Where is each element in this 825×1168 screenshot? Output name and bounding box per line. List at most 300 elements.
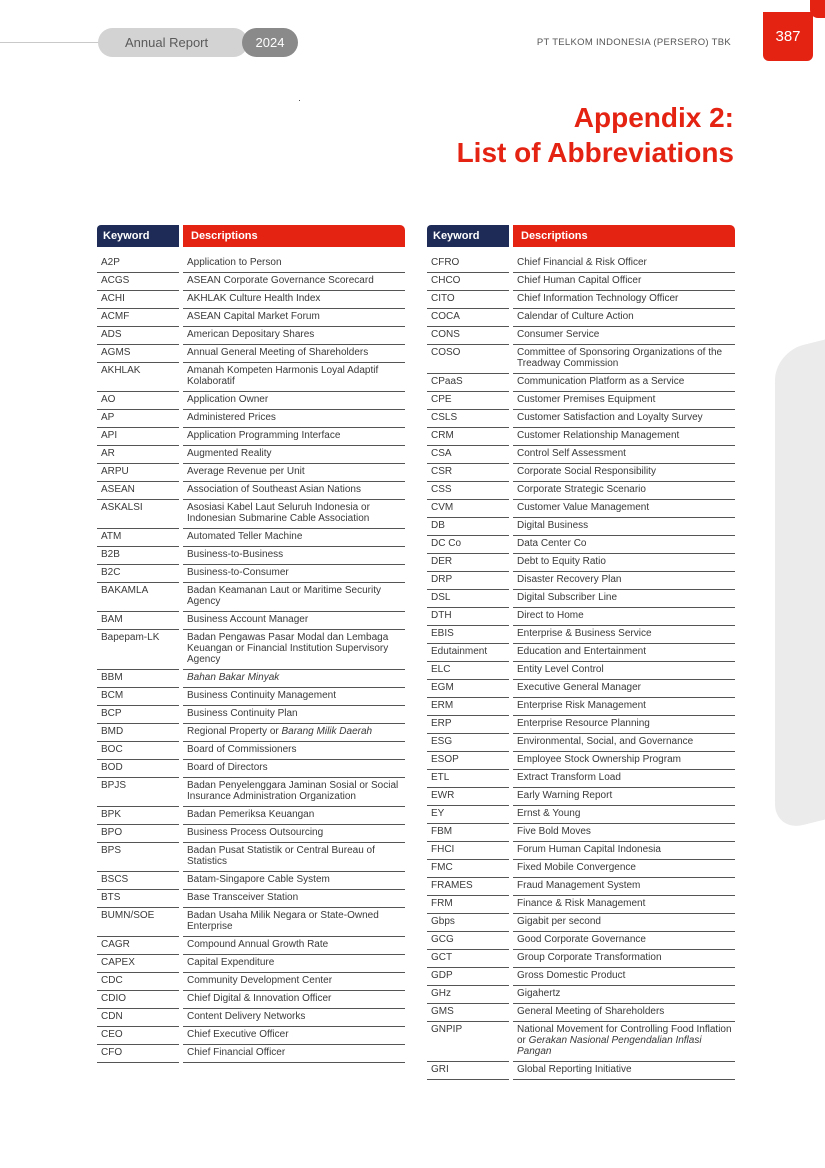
description-cell xyxy=(513,536,735,554)
page-number: 387 xyxy=(763,12,813,61)
table-row xyxy=(427,572,735,590)
table-row xyxy=(97,742,405,760)
keyword-cell: CVM xyxy=(427,500,509,518)
keyword-cell: GMS xyxy=(427,1004,509,1022)
keyword-cell: ACGS xyxy=(97,273,179,291)
description-text: Disaster Recovery Plan xyxy=(517,574,622,585)
description-text: Group Corporate Transformation xyxy=(517,952,662,963)
description-text: Ernst & Young xyxy=(517,808,581,819)
description-text: Extract Transform Load xyxy=(517,772,621,783)
description-text: Administered Prices xyxy=(187,412,276,423)
table-row xyxy=(97,363,405,392)
description-cell xyxy=(183,807,405,825)
description-text: Badan Pemeriksa Keuangan xyxy=(187,809,315,820)
keyword-cell: A2P xyxy=(97,255,179,273)
keyword-cell: ERM xyxy=(427,698,509,716)
table-row xyxy=(427,518,735,536)
description-text: Gigabit per second xyxy=(517,916,601,927)
description-cell xyxy=(183,937,405,955)
keyword-cell: FRM xyxy=(427,896,509,914)
description-text: Data Center Co xyxy=(517,538,587,549)
description-cell xyxy=(513,824,735,842)
keyword-cell: API xyxy=(97,428,179,446)
description-cell xyxy=(183,500,405,529)
keyword-cell: DER xyxy=(427,554,509,572)
table-row xyxy=(427,896,735,914)
keyword-cell: ELC xyxy=(427,662,509,680)
table-row xyxy=(427,291,735,309)
keyword-cell: BUMN/SOE xyxy=(97,908,179,937)
keyword-cell: CDN xyxy=(97,1009,179,1027)
keyword-cell: GNPIP xyxy=(427,1022,509,1062)
description-text: Base Transceiver Station xyxy=(187,892,299,903)
keyword-cell: B2C xyxy=(97,565,179,583)
table-body-right xyxy=(427,255,735,1080)
description-cell xyxy=(513,608,735,626)
description-cell xyxy=(183,688,405,706)
description-text: Gigahertz xyxy=(517,988,561,999)
description-cell xyxy=(513,255,735,273)
table-row xyxy=(97,890,405,908)
table-row xyxy=(97,309,405,327)
table-row xyxy=(427,806,735,824)
keyword-cell: CSLS xyxy=(427,410,509,428)
page-title xyxy=(457,100,734,170)
keyword-cell: CEO xyxy=(97,1027,179,1045)
table-row xyxy=(427,698,735,716)
table-row xyxy=(427,392,735,410)
table-row xyxy=(427,662,735,680)
description-cell xyxy=(183,706,405,724)
description-text: Business-to-Consumer xyxy=(187,567,289,578)
description-cell xyxy=(513,626,735,644)
description-cell xyxy=(513,968,735,986)
table-row xyxy=(427,554,735,572)
keyword-cell: ARPU xyxy=(97,464,179,482)
description-text: Automated Teller Machine xyxy=(187,531,303,542)
description-text: Badan Usaha Milik Negara or State-Owned Enterprise xyxy=(187,910,379,932)
table-row xyxy=(97,446,405,464)
description-cell xyxy=(513,273,735,291)
description-cell xyxy=(183,392,405,410)
keyword-cell: CDC xyxy=(97,973,179,991)
table-row xyxy=(97,583,405,612)
table-row xyxy=(427,986,735,1004)
description-cell xyxy=(513,572,735,590)
keyword-header: Keyword xyxy=(97,225,179,247)
table-row xyxy=(97,807,405,825)
table-row xyxy=(427,536,735,554)
description-cell xyxy=(513,327,735,345)
keyword-cell: DC Co xyxy=(427,536,509,554)
keyword-cell: ESG xyxy=(427,734,509,752)
stray-dot xyxy=(299,100,300,101)
table-row xyxy=(427,608,735,626)
description-text: Customer Relationship Management xyxy=(517,430,680,441)
title-line-1: Appendix 2: xyxy=(573,102,734,133)
table-row xyxy=(427,968,735,986)
table-row xyxy=(97,529,405,547)
table-row xyxy=(427,950,735,968)
table-row xyxy=(97,392,405,410)
description-text: General Meeting of Shareholders xyxy=(517,1006,665,1017)
keyword-cell: CDIO xyxy=(97,991,179,1009)
table-row xyxy=(427,374,735,392)
keyword-cell: ETL xyxy=(427,770,509,788)
keyword-cell: COSO xyxy=(427,345,509,374)
description-text: Executive General Manager xyxy=(517,682,641,693)
description-text: Augmented Reality xyxy=(187,448,272,459)
description-cell xyxy=(513,842,735,860)
table-row xyxy=(427,932,735,950)
description-text: Gross Domestic Product xyxy=(517,970,626,981)
keyword-cell: ASEAN xyxy=(97,482,179,500)
description-cell xyxy=(183,955,405,973)
keyword-cell: BPK xyxy=(97,807,179,825)
table-row xyxy=(97,500,405,529)
abbreviation-table-left xyxy=(97,225,405,1063)
description-cell xyxy=(183,428,405,446)
keyword-cell: BPO xyxy=(97,825,179,843)
description-cell xyxy=(183,908,405,937)
description-cell xyxy=(183,825,405,843)
description-cell xyxy=(513,291,735,309)
description-text: Communication Platform as a Service xyxy=(517,376,685,387)
table-row xyxy=(97,908,405,937)
keyword-cell: FBM xyxy=(427,824,509,842)
table-row xyxy=(97,872,405,890)
table-row xyxy=(97,255,405,273)
keyword-cell: B2B xyxy=(97,547,179,565)
keyword-cell: CFRO xyxy=(427,255,509,273)
table-row xyxy=(97,991,405,1009)
description-text: Board of Commissioners xyxy=(187,744,297,755)
description-cell xyxy=(183,547,405,565)
table-row xyxy=(97,327,405,345)
description-cell xyxy=(183,309,405,327)
title-line-2: List of Abbreviations xyxy=(456,137,734,168)
table-row xyxy=(97,428,405,446)
table-row xyxy=(97,760,405,778)
description-text: Employee Stock Ownership Program xyxy=(517,754,681,765)
description-italic-text: Gerakan Nasional Pengendalian Inflasi Pangan xyxy=(517,1035,702,1057)
description-cell xyxy=(183,630,405,670)
keyword-cell: CONS xyxy=(427,327,509,345)
description-text: Business Account Manager xyxy=(187,614,309,625)
table-row xyxy=(97,482,405,500)
table-row xyxy=(427,500,735,518)
description-cell xyxy=(513,309,735,327)
table-row xyxy=(427,345,735,374)
keyword-cell: CAGR xyxy=(97,937,179,955)
description-cell xyxy=(183,291,405,309)
description-text: Digital Subscriber Line xyxy=(517,592,618,603)
keyword-cell: GDP xyxy=(427,968,509,986)
keyword-cell: BBM xyxy=(97,670,179,688)
description-cell xyxy=(183,1045,405,1063)
description-cell xyxy=(513,986,735,1004)
table-row xyxy=(427,626,735,644)
description-cell xyxy=(513,734,735,752)
table-row xyxy=(97,843,405,872)
table-row xyxy=(97,724,405,742)
description-cell xyxy=(183,482,405,500)
description-cell xyxy=(513,752,735,770)
table-header xyxy=(427,225,735,247)
description-text: AKHLAK Culture Health Index xyxy=(187,293,321,304)
description-text: Badan Penyelenggara Jaminan Sosial or Social Insurance Administration Organization xyxy=(187,780,399,802)
description-cell xyxy=(183,1027,405,1045)
description-text: Average Revenue per Unit xyxy=(187,466,305,477)
table-row xyxy=(97,706,405,724)
description-text: Global Reporting Initiative xyxy=(517,1064,632,1075)
description-cell xyxy=(183,363,405,392)
table-row xyxy=(97,688,405,706)
keyword-cell: CSR xyxy=(427,464,509,482)
table-row xyxy=(427,482,735,500)
table-row xyxy=(97,273,405,291)
descriptions-header: Descriptions xyxy=(513,225,735,247)
keyword-cell: CPE xyxy=(427,392,509,410)
description-text: Community Development Center xyxy=(187,975,333,986)
table-row xyxy=(427,1022,735,1062)
description-cell xyxy=(513,345,735,374)
description-cell xyxy=(513,914,735,932)
description-cell xyxy=(513,464,735,482)
table-row xyxy=(427,464,735,482)
keyword-header: Keyword xyxy=(427,225,509,247)
description-cell xyxy=(513,590,735,608)
description-cell xyxy=(183,612,405,630)
year-pill: 2024 xyxy=(242,28,298,57)
keyword-cell: AKHLAK xyxy=(97,363,179,392)
description-cell xyxy=(513,428,735,446)
keyword-cell: Gbps xyxy=(427,914,509,932)
keyword-cell: BAKAMLA xyxy=(97,583,179,612)
table-header xyxy=(97,225,405,247)
table-row xyxy=(427,428,735,446)
description-text: Chief Executive Officer xyxy=(187,1029,289,1040)
description-text: Customer Satisfaction and Loyalty Survey xyxy=(517,412,703,423)
description-cell xyxy=(513,932,735,950)
keyword-cell: BMD xyxy=(97,724,179,742)
description-cell xyxy=(513,410,735,428)
description-text: Badan Keamanan Laut or Maritime Security Agency xyxy=(187,585,381,607)
table-row xyxy=(427,824,735,842)
table-row xyxy=(427,842,735,860)
keyword-cell: ACMF xyxy=(97,309,179,327)
header-rule xyxy=(0,42,110,43)
descriptions-header: Descriptions xyxy=(183,225,405,247)
keyword-cell: EGM xyxy=(427,680,509,698)
description-text: Chief Financial Officer xyxy=(187,1047,286,1058)
description-cell xyxy=(183,565,405,583)
description-cell xyxy=(183,742,405,760)
decorative-side-shape xyxy=(775,332,825,832)
keyword-cell: BCM xyxy=(97,688,179,706)
description-text: Fraud Management System xyxy=(517,880,641,891)
description-cell xyxy=(513,500,735,518)
description-cell xyxy=(513,446,735,464)
keyword-cell: BAM xyxy=(97,612,179,630)
description-cell xyxy=(513,1004,735,1022)
description-text: National Movement for Controlling Food Inflation or xyxy=(517,1024,732,1046)
description-text: Badan Pusat Statistik or Central Bureau of Statistics xyxy=(187,845,375,867)
description-cell xyxy=(513,644,735,662)
description-text: Enterprise & Business Service xyxy=(517,628,652,639)
keyword-cell: FHCI xyxy=(427,842,509,860)
description-cell xyxy=(183,583,405,612)
keyword-cell: DTH xyxy=(427,608,509,626)
table-row xyxy=(97,955,405,973)
description-text: Board of Directors xyxy=(187,762,268,773)
table-row xyxy=(427,309,735,327)
description-cell xyxy=(513,950,735,968)
keyword-cell: CFO xyxy=(97,1045,179,1063)
table-row xyxy=(427,327,735,345)
description-text: Control Self Assessment xyxy=(517,448,626,459)
keyword-cell: FRAMES xyxy=(427,878,509,896)
description-text: ASEAN Capital Market Forum xyxy=(187,311,320,322)
description-text: Application Owner xyxy=(187,394,269,405)
table-row xyxy=(427,914,735,932)
keyword-cell: BPS xyxy=(97,843,179,872)
keyword-cell: EY xyxy=(427,806,509,824)
table-row xyxy=(427,273,735,291)
description-cell xyxy=(183,991,405,1009)
description-text: Chief Financial & Risk Officer xyxy=(517,257,647,268)
description-cell xyxy=(183,973,405,991)
keyword-cell: ADS xyxy=(97,327,179,345)
keyword-cell: ACHI xyxy=(97,291,179,309)
abbreviation-table-right xyxy=(427,225,735,1080)
description-cell xyxy=(513,392,735,410)
keyword-cell: GCT xyxy=(427,950,509,968)
description-text: Environmental, Social, and Governance xyxy=(517,736,694,747)
description-italic-text: Bahan Bakar Minyak xyxy=(187,672,280,683)
description-cell xyxy=(183,1009,405,1027)
description-text: Business Process Outsourcing xyxy=(187,827,324,838)
description-cell xyxy=(513,698,735,716)
keyword-cell: BCP xyxy=(97,706,179,724)
description-text: Entity Level Control xyxy=(517,664,604,675)
description-cell xyxy=(513,662,735,680)
description-cell xyxy=(183,464,405,482)
keyword-cell: CSA xyxy=(427,446,509,464)
table-row xyxy=(427,1062,735,1080)
description-cell xyxy=(183,778,405,807)
description-cell xyxy=(513,1062,735,1080)
table-row xyxy=(427,590,735,608)
description-cell xyxy=(183,255,405,273)
description-text: Amanah Kompeten Harmonis Loyal Adaptif Kolaboratif xyxy=(187,365,379,387)
keyword-cell: EBIS xyxy=(427,626,509,644)
description-text: Good Corporate Governance xyxy=(517,934,646,945)
description-text: Business Continuity Management xyxy=(187,690,336,701)
description-cell xyxy=(183,872,405,890)
description-cell xyxy=(513,878,735,896)
description-italic-text: Barang Milik Daerah xyxy=(281,726,373,737)
description-text: Annual General Meeting of Shareholders xyxy=(187,347,369,358)
keyword-cell: AO xyxy=(97,392,179,410)
keyword-cell: CRM xyxy=(427,428,509,446)
table-row xyxy=(427,255,735,273)
keyword-cell: BOC xyxy=(97,742,179,760)
description-cell xyxy=(183,760,405,778)
description-text: Debt to Equity Ratio xyxy=(517,556,606,567)
keyword-cell: ERP xyxy=(427,716,509,734)
keyword-cell: EWR xyxy=(427,788,509,806)
table-row xyxy=(427,770,735,788)
keyword-cell: Bapepam-LK xyxy=(97,630,179,670)
table-row xyxy=(97,778,405,807)
keyword-cell: CITO xyxy=(427,291,509,309)
description-text: Fixed Mobile Convergence xyxy=(517,862,636,873)
description-cell xyxy=(183,410,405,428)
table-row xyxy=(97,1009,405,1027)
keyword-cell: GHz xyxy=(427,986,509,1004)
keyword-cell: BOD xyxy=(97,760,179,778)
table-row xyxy=(427,644,735,662)
description-text: Direct to Home xyxy=(517,610,584,621)
description-text: Early Warning Report xyxy=(517,790,613,801)
keyword-cell: AGMS xyxy=(97,345,179,363)
description-text: Chief Information Technology Officer xyxy=(517,293,679,304)
keyword-cell: DRP xyxy=(427,572,509,590)
keyword-cell: BSCS xyxy=(97,872,179,890)
keyword-cell: CPaaS xyxy=(427,374,509,392)
keyword-cell: CSS xyxy=(427,482,509,500)
description-text: ASEAN Corporate Governance Scorecard xyxy=(187,275,374,286)
description-text: Corporate Social Responsibility xyxy=(517,466,656,477)
table-row xyxy=(427,680,735,698)
description-cell xyxy=(513,518,735,536)
description-text: Business-to-Business xyxy=(187,549,284,560)
description-text: Chief Human Capital Officer xyxy=(517,275,642,286)
keyword-cell: GCG xyxy=(427,932,509,950)
description-cell xyxy=(183,345,405,363)
table-row xyxy=(97,630,405,670)
description-cell xyxy=(513,770,735,788)
keyword-cell: AP xyxy=(97,410,179,428)
description-text: Asosiasi Kabel Laut Seluruh Indonesia or Indonesian Submarine Cable Association xyxy=(187,502,370,524)
description-text: Capital Expenditure xyxy=(187,957,275,968)
description-text: Committee of Sponsoring Organizations of the Treadway Commission xyxy=(517,347,723,369)
keyword-cell: BPJS xyxy=(97,778,179,807)
description-text: Association of Southeast Asian Nations xyxy=(187,484,361,495)
description-cell xyxy=(183,327,405,345)
keyword-cell: CHCO xyxy=(427,273,509,291)
description-cell xyxy=(513,860,735,878)
description-cell xyxy=(183,446,405,464)
description-text: Enterprise Risk Management xyxy=(517,700,646,711)
description-cell xyxy=(183,724,405,742)
table-row xyxy=(427,878,735,896)
description-cell xyxy=(513,716,735,734)
description-cell xyxy=(513,806,735,824)
description-text: American Depositary Shares xyxy=(187,329,315,340)
table-row xyxy=(97,973,405,991)
table-row xyxy=(97,825,405,843)
description-cell xyxy=(513,896,735,914)
table-row xyxy=(427,410,735,428)
description-text: Calendar of Culture Action xyxy=(517,311,634,322)
description-text: Content Delivery Networks xyxy=(187,1011,306,1022)
description-text: Customer Value Management xyxy=(517,502,650,513)
table-row xyxy=(427,1004,735,1022)
table-row xyxy=(97,670,405,688)
description-text: Digital Business xyxy=(517,520,589,531)
